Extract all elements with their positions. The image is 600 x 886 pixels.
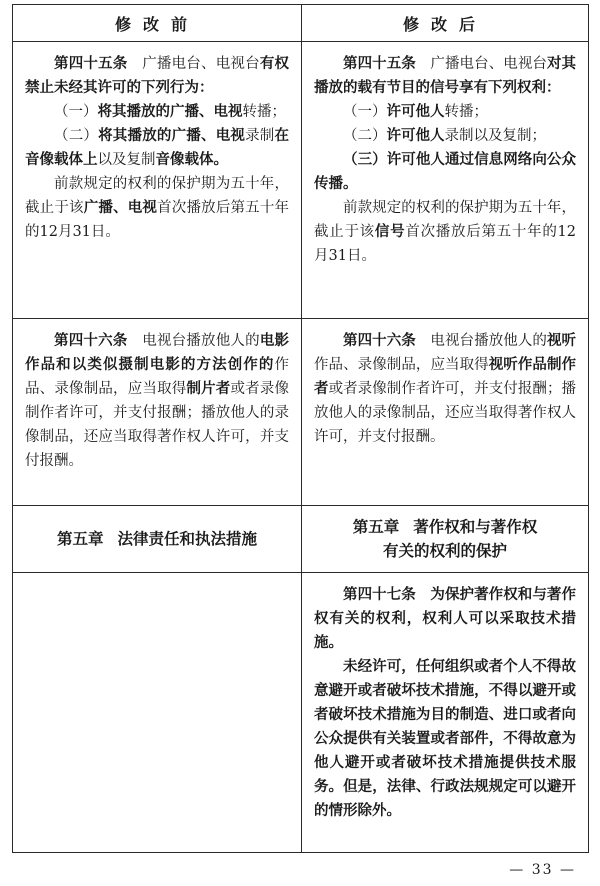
article-45-before-p2: （一）将其播放的广播、电视转播； xyxy=(54,104,286,120)
article-46-before-text: 第四十六条 电视台播放他人的电影作品和以类似摄制电影的方法创作的作品、录像制品，应当取得制片者或者录像制作者许可，并支付报酬；播放他人的录像制品，还应当取得著作权人许可，并支付报酬。 xyxy=(25,333,290,469)
article-45-before-p1: 第四十五条 广播电台、电视台有权禁止未经其许可的下列行为： xyxy=(25,56,290,96)
article-45-before-p4: 前款规定的权利的保护期为五十年，截止于该广播、电视首次播放后第五十年的12月31日。 xyxy=(25,176,290,240)
chapter-five-after-cell xyxy=(302,506,589,573)
article-45-after-p2: （一）许可他人转播； xyxy=(343,104,488,120)
article-47-before-cell xyxy=(13,573,302,853)
article-45-after-p4: （三）许可他人通过信息网络向公众传播。 xyxy=(314,152,576,192)
page-number: — 33 — xyxy=(509,862,576,878)
article-46-after-cell xyxy=(302,319,589,506)
article-47-after-cell xyxy=(302,573,589,853)
article-47-after-p1: 第四十七条 为保护著作权和与著作权有关的权利，权利人可以采取技术措施。 xyxy=(314,587,576,651)
article-45-after-p5: 前款规定的权利的保护期为五十年，截止于该信号首次播放后第五十年的12月31日。 xyxy=(314,200,577,264)
article-45-after-cell xyxy=(302,42,589,319)
chapter-five-before-title: 第五章 法律责任和执法措施 xyxy=(56,530,258,548)
article-46-row xyxy=(13,319,589,506)
header-before xyxy=(13,5,302,42)
header-after-label: 修改后 xyxy=(402,14,487,34)
article-45-after-p1: 第四十五条 广播电台、电视台对其播放的载有节目的信号享有下列权利： xyxy=(314,56,577,96)
article-45-after-p3: （二）许可他人录制以及复制； xyxy=(343,128,546,144)
header-after xyxy=(302,5,589,42)
article-45-before-p3: （二）将其播放的广播、电视录制在音像载体上以及复制音像载体。 xyxy=(25,128,290,168)
article-46-before-cell xyxy=(13,319,302,506)
article-46-after-text: 第四十六条 电视台播放他人的视听作品、录像制品，应当取得视听作品制作者或者录像制作者许可，并支付报酬；播放他人的录像制品，还应当取得著作权人许可，并支付报酬。 xyxy=(314,333,577,445)
article-45-row xyxy=(13,42,589,319)
article-47-after-p2: 未经许可，任何组织或者个人不得故意避开或者破坏技术措施，不得以避开或者破坏技术措施为目的制造、进口或者向公众提供有关装置或者部件，不得故意为他人避开或者破坏技术措施提供技术服务。但是，法律、行政法规规定可以避开的情形除外。 xyxy=(314,659,576,819)
comparison-table xyxy=(12,4,589,853)
header-before-label: 修改前 xyxy=(114,14,199,34)
article-47-row xyxy=(13,573,589,853)
chapter-five-after-title: 第五章 著作权和与著作权 有关的权利的保护 xyxy=(352,518,538,560)
chapter-five-row xyxy=(13,506,589,573)
chapter-five-before-cell xyxy=(13,506,302,573)
header-row xyxy=(13,5,589,42)
article-45-before-cell xyxy=(13,42,302,319)
